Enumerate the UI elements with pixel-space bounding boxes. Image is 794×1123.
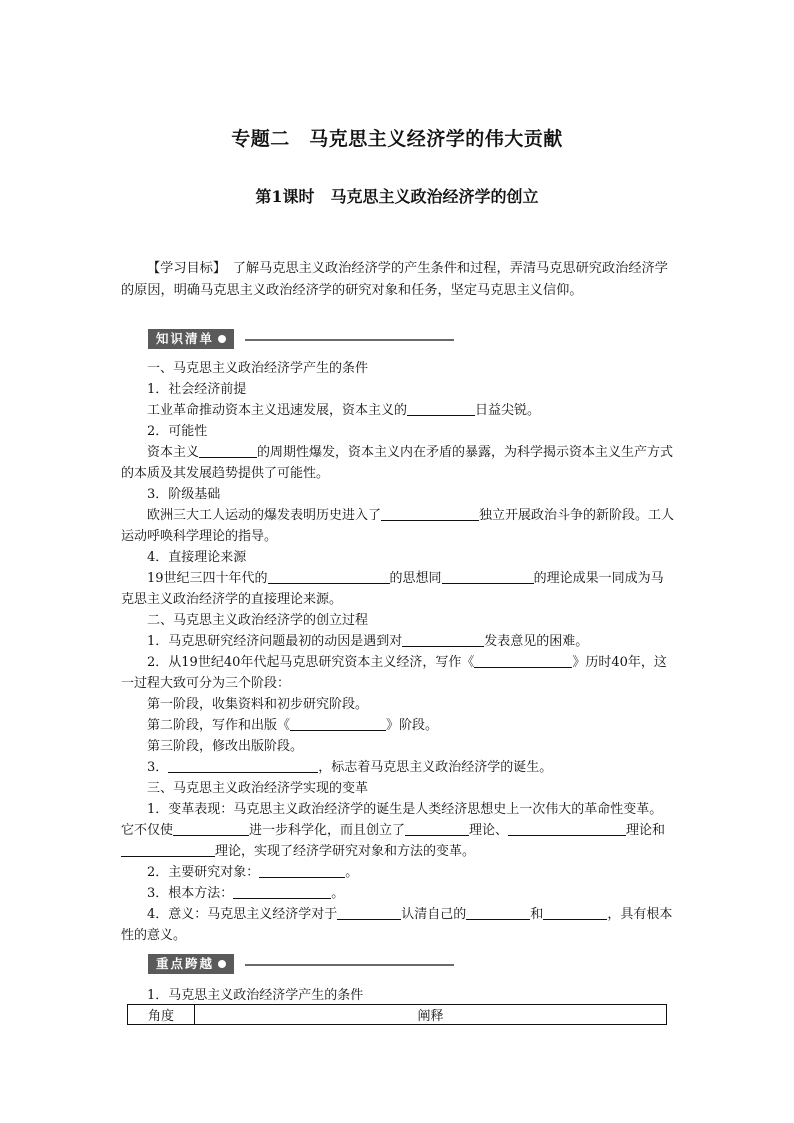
fill-blank[interactable] xyxy=(543,905,607,920)
fill-blank[interactable] xyxy=(173,821,249,836)
fill-blank[interactable] xyxy=(466,905,530,920)
process-item-3: 3． ，标志着马克思主义政治经济学的诞生。 xyxy=(147,760,553,775)
item-2-heading: 2．可能性 xyxy=(147,424,208,439)
process-stage-1: 第一阶段，收集资料和初步研究阶段。 xyxy=(147,697,369,712)
knowledge-list xyxy=(121,358,675,946)
section-rule xyxy=(245,964,454,966)
heading-conditions: 一、马克思主义政治经济学产生的条件 xyxy=(147,361,369,376)
revolution-item-2: 2．主要研究对象： 。 xyxy=(147,865,359,880)
table-header-cell: 角度 xyxy=(128,1005,195,1025)
fill-blank[interactable] xyxy=(407,401,475,416)
revolution-item-3: 3．根本方法： 。 xyxy=(147,886,345,901)
page-title: 专题二 马克思主义经济学的伟大贡献 xyxy=(231,128,563,150)
item-3-text: 欧洲三大工人运动的爆发表明历史进入了 独立开展政治斗争的新阶段。工人运动呼唤科学理论的指导。 xyxy=(121,508,675,544)
item-1-text: 工业革命推动资本主义迅速发展，资本主义的 日益尖锐。 xyxy=(147,403,541,418)
objective-label: 【学习目标】 xyxy=(147,261,220,276)
bullet-dot-icon xyxy=(218,960,226,968)
bullet-dot-icon xyxy=(218,335,226,343)
fill-blank[interactable] xyxy=(508,821,626,836)
item-4-text: 19世纪三四十年代的 的思想同 的理论成果一同成为马克思主义政治经济学的直接理论来源。 xyxy=(121,571,664,607)
item-4-heading: 4．直接理论来源 xyxy=(147,550,247,565)
fill-blank[interactable] xyxy=(259,863,345,878)
key-heading: 1．马克思主义政治经济学产生的条件 xyxy=(147,988,364,1003)
fill-blank[interactable] xyxy=(402,632,484,647)
item-1-heading: 1．社会经济前提 xyxy=(147,382,247,397)
process-stage-2: 第二阶段，写作和出版《 》阶段。 xyxy=(147,718,439,733)
fill-blank[interactable] xyxy=(121,842,215,857)
section-key-label: 重点跨越 xyxy=(156,956,215,971)
fill-blank[interactable] xyxy=(290,716,386,731)
heading-process: 二、马克思主义政治经济学的创立过程 xyxy=(147,613,369,628)
section-header-key xyxy=(148,953,234,973)
fill-blank[interactable] xyxy=(233,884,331,899)
section-rule xyxy=(245,339,454,341)
learning-objectives xyxy=(121,258,681,302)
objective-text: 了解马克思主义政治经济学的产生条件和过程，弄清马克思研究政治经济学的原因，明确马克思主义政治经济学的研究对象和任务，坚定马克思主义信仰。 xyxy=(121,261,668,298)
item-2-text: 资本主义 的周期性爆发，资本主义内在矛盾的暴露，为科学揭示资本主义生产方式的本质及其发展趋势提供了可能性。 xyxy=(121,445,674,481)
revolution-item-1: 1．变革表现：马克思主义政治经济学的诞生是人类经济思想史上一次伟大的革命性变革。它不仅使 进一步科学化，而且创立了 理论、 理论和理论，实现了经济学研究对象和方法的变革。 xyxy=(121,802,666,859)
process-item-2: 2．从19世纪40年代起马克思研究资本主义经济，写作《 》历时40年，这一过程大致可分为三个阶段： xyxy=(121,655,667,691)
section-header-knowledge xyxy=(148,328,234,348)
fill-blank[interactable] xyxy=(268,569,390,584)
fill-blank[interactable] xyxy=(381,506,479,521)
fill-blank[interactable] xyxy=(337,905,401,920)
process-stage-3: 第三阶段，修改出版阶段。 xyxy=(147,739,304,754)
fill-blank[interactable] xyxy=(405,821,469,836)
fill-blank[interactable] xyxy=(442,569,534,584)
process-item-1: 1．马克思研究经济问题最初的动因是遇到对 发表意见的困难。 xyxy=(147,634,589,649)
heading-revolution: 三、马克思主义政治经济学实现的变革 xyxy=(147,781,369,796)
fill-blank[interactable] xyxy=(474,653,572,668)
revolution-item-4: 4．意义：马克思主义经济学对于 认清自己的 和 ，具有根本性的意义。 xyxy=(121,907,673,943)
table-header-row xyxy=(128,1005,667,1025)
conditions-table xyxy=(127,1004,667,1025)
section-knowledge-label: 知识清单 xyxy=(156,331,215,346)
fill-blank[interactable] xyxy=(199,443,257,458)
lesson-title: 第1课时 马克思主义政治经济学的创立 xyxy=(255,187,539,206)
fill-blank[interactable] xyxy=(168,758,318,773)
table-header-cell: 阐释 xyxy=(195,1005,667,1025)
item-3-heading: 3．阶级基础 xyxy=(147,487,221,502)
